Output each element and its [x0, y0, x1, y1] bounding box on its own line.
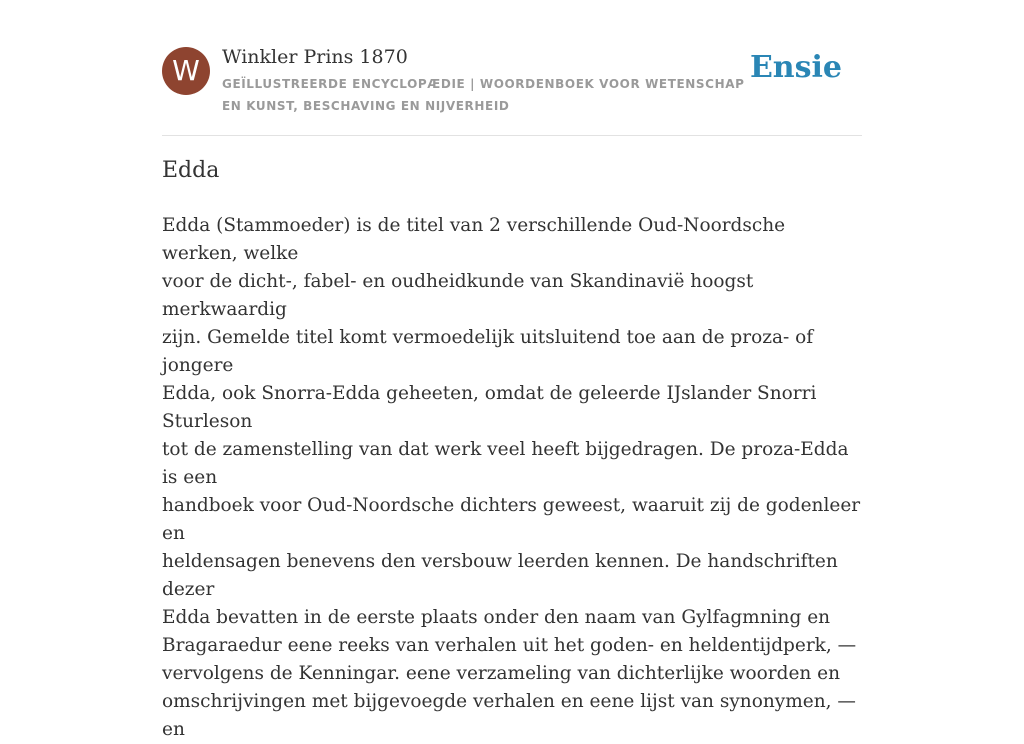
- article-line: vervolgens de Kenningar. eene verzameling van dichterlijke woorden en: [162, 663, 841, 684]
- article-line: zijn. Gemelde titel komt vermoedelijk uitsluitend toe aan de proza- of jongere: [162, 327, 814, 376]
- article-line: heldensagen benevens den versbouw leerden kennen. De handschriften dezer: [162, 551, 838, 600]
- article-line: voor de dicht-, fabel- en oudheidkunde van Skandinavië hoogst merkwaardig: [162, 271, 754, 320]
- header: [162, 44, 862, 120]
- article-line: Edda bevatten in de eerste plaats onder den naam van Gylfagmning en: [162, 607, 831, 628]
- source-subtitle: GEÏLLUSTREERDE ENCYCLOPÆDIE | WOORDENBOEK VOOR WETENSCHAP EN KUNST, BESCHAVING EN NIJVERHEID: [222, 77, 745, 113]
- article-line: Edda (Stammoeder) is de titel van 2 verschillende Oud-Noordsche werken, welke: [162, 215, 786, 264]
- article-body: [162, 212, 866, 744]
- article-heading: Edda: [162, 158, 220, 183]
- article-line: tot de zamenstelling van dat werk veel heeft bijgedragen. De proza-Edda is een: [162, 439, 849, 488]
- source-title[interactable]: Winkler Prins 1870: [222, 46, 408, 68]
- article-line: Edda, ook Snorra-Edda geheeten, omdat de geleerde IJslander Snorri Sturleson: [162, 383, 817, 432]
- article-line: Bragaraedur eene reeks van verhalen uit het goden- en heldentijdperk, —: [162, 635, 857, 656]
- ensie-logo[interactable]: Ensie: [749, 50, 842, 85]
- article-line: omschrijvingen met bijgevoegde verhalen en eene lijst van synonymen, — en: [162, 691, 856, 740]
- article-line: handboek voor Oud-Noordsche dichters geweest, waaruit zij de godenleer en: [162, 495, 861, 544]
- avatar[interactable]: W: [162, 47, 210, 95]
- header-divider: [162, 135, 862, 136]
